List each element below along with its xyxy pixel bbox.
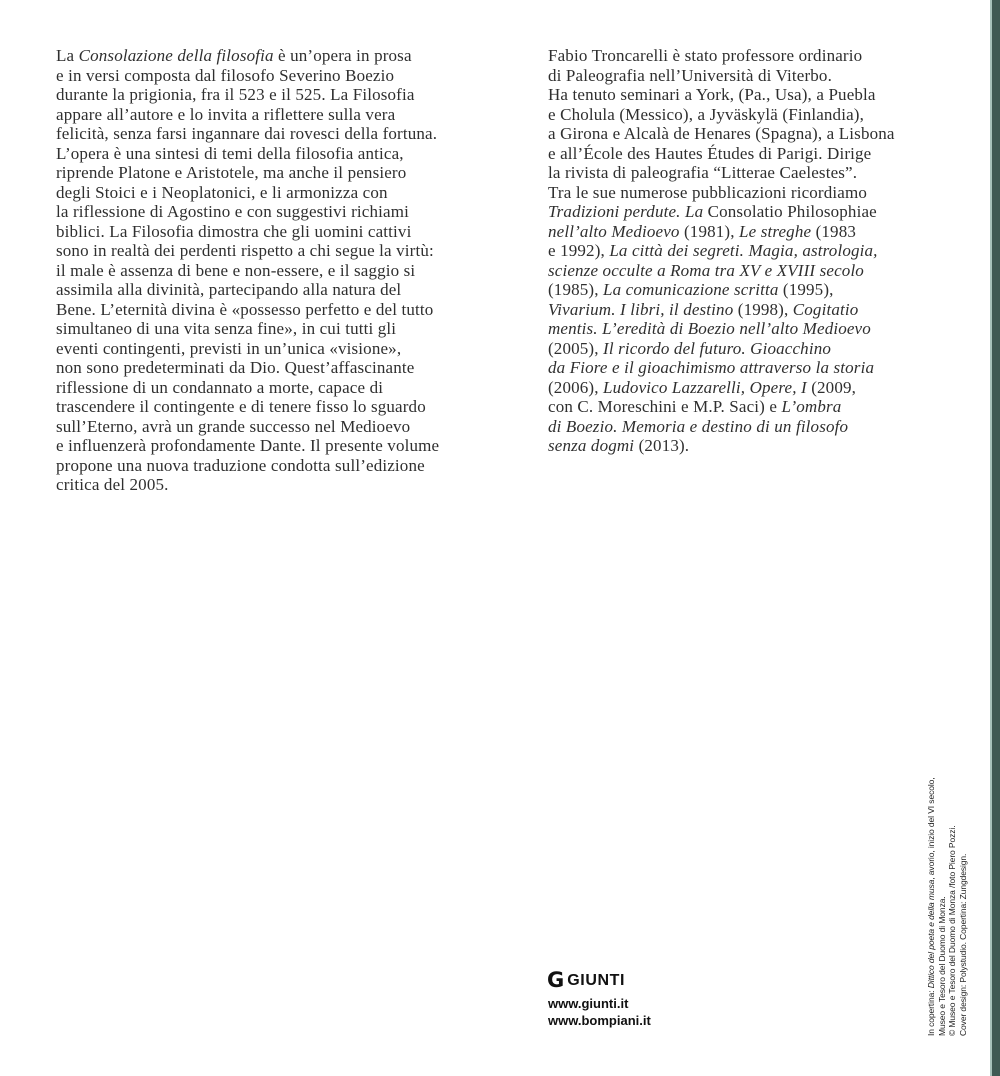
text-line: non sono predeterminati da Dio. Quest’affascinante (56, 358, 415, 377)
text-line: Museo e Tesoro del Duomo di Monza. (936, 896, 947, 1036)
text-line: assimila alla divinità, partecipando alla natura del (56, 280, 402, 299)
text-line: Fabio Troncarelli è stato professore ordinario (548, 46, 863, 65)
giunti-logo (547, 970, 625, 991)
text-line: e in versi composta dal filosofo Severino Boezio (56, 65, 395, 85)
website-links (548, 996, 651, 1029)
text-line: Cover design: Polystudio. Copertina: Zungdesign. (957, 853, 968, 1036)
text-line: Tradizioni perdute. La Consolatio Philosophiae (548, 202, 877, 221)
giunti-g-icon: G (547, 968, 565, 992)
spine-strip (992, 0, 1000, 1076)
text-line: scienze occulte a Roma tra XV e XVIII secolo (548, 260, 864, 280)
text-line: biblici. La Filosofia dimostra che gli uomini cattivi (56, 221, 412, 241)
text-line: la rivista di paleografia “Litterae Caelestes”. (548, 163, 858, 182)
text-line: Tra le sue numerose pubblicazioni ricordiamo (548, 182, 867, 202)
photo-credits (926, 768, 968, 1036)
text-line: (2005), Il ricordo del futuro. Gioacchino (548, 338, 831, 358)
text-line: sull’Eterno, avrà un grande successo nel Medioevo (56, 416, 411, 436)
giunti-url: www.giunti.it (548, 996, 629, 1011)
text-line: trascendere il contingente e di tenere fisso lo sguardo (56, 397, 426, 416)
text-line: appare all’autore e lo invita a riflettere sulla vera (56, 104, 396, 124)
text-line: durante la prigionia, fra il 523 e il 525. La Filosofia (56, 85, 415, 104)
text-line: La Consolazione della filosofia è un’opera in prosa (56, 46, 412, 65)
text-line: In copertina: Dittico del poeta e della musa, avorio, inizio del VI secolo, (926, 777, 936, 1036)
text-line: da Fiore e il gioachimismo attraverso la storia (548, 358, 875, 377)
book-description-column (56, 46, 496, 495)
text-line: simultaneo di una vita senza fine», in cui tutti gli (56, 319, 397, 338)
text-line: e Cholula (Messico), a Jyväskylä (Finlandia), (548, 104, 864, 124)
text-line: e 1992), La città dei segreti. Magia, astrologia, (548, 241, 878, 260)
text-line: sono in realtà dei perdenti rispetto a chi segue la virtù: (56, 241, 434, 260)
text-line: con C. Moreschini e M.P. Saci) e L’ombra (548, 397, 842, 416)
text-line: (2006), Ludovico Lazzarelli, Opere, I (2009, (548, 377, 857, 397)
text-line: mentis. L’eredità di Boezio nell’alto Medioevo (548, 319, 871, 338)
text-line: senza dogmi (2013). (548, 436, 690, 455)
text-line: propone una nuova traduzione condotta sull’edizione (56, 455, 425, 475)
text-line: L’opera è una sintesi di temi della filosofia antica, (56, 143, 404, 163)
text-line: Bene. L’eternità divina è «possesso perfetto e del tutto (56, 299, 434, 319)
text-line: la riflessione di Agostino e con suggestivi richiami (56, 202, 409, 221)
text-line: felicità, senza farsi ingannare dai rovesci della fortuna. (56, 124, 438, 143)
text-line: (1985), La comunicazione scritta (1995), (548, 280, 834, 299)
text-line: a Girona e Alcalà de Henares (Spagna), a Lisbona (548, 124, 895, 143)
text-line: degli Stoici e i Neoplatonici, e li armonizza con (56, 182, 388, 202)
text-line: critica del 2005. (56, 475, 169, 494)
text-line: di Paleografia nell’Università di Viterbo. (548, 65, 832, 85)
text-line: riprende Platone e Aristotele, ma anche il pensiero (56, 163, 407, 182)
bompiani-url: www.bompiani.it (548, 1012, 651, 1028)
text-line: di Boezio. Memoria e destino di un filosofo (548, 416, 849, 436)
text-line: il male è assenza di bene e non-essere, e il saggio si (56, 260, 416, 280)
author-bio-column (548, 46, 988, 456)
text-line: eventi contingenti, previsti in un’unica «visione», (56, 338, 402, 358)
text-line: nell’alto Medioevo (1981), Le streghe (1983 (548, 221, 856, 241)
text-line: e influenzerà profondamente Dante. Il presente volume (56, 436, 440, 455)
text-line: e all’École des Hautes Études di Parigi. Dirige (548, 143, 872, 163)
giunti-logo-text: GIUNTI (567, 971, 626, 989)
text-line: Ha tenuto seminari a York, (Pa., Usa), a Puebla (548, 85, 876, 104)
text-line: riflessione di un condannato a morte, capace di (56, 377, 384, 397)
text-line: © Museo e Tesoro del Duomo di Monza /foto Piero Pozzi. (947, 825, 957, 1036)
text-line: Vivarium. I libri, il destino (1998), Cogitatio (548, 299, 859, 319)
